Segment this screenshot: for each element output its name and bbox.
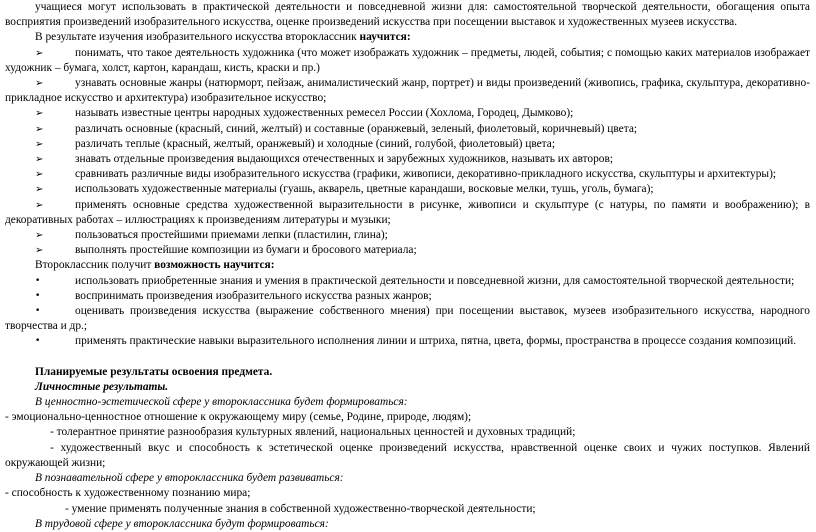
list-item-text: применять практические навыки выразительного исполнения линии и штриха, пятна, цвета, формы, пространства в процессе создания композиций. <box>75 335 797 348</box>
list-item <box>5 76 810 106</box>
learn-heading <box>5 30 810 45</box>
list-item-text: использовать приобретенные знания и умения в практической деятельности и повседневной жизни, для самостоятельной творческой деятельности; <box>75 274 795 287</box>
list-item <box>5 289 810 304</box>
bullet-icon: • <box>35 306 41 317</box>
list-item <box>5 46 810 76</box>
list-item-text: применять основные средства художественной выразительности в рисунке, живописи и скульптуре (с натуры, по памяти и воображению); в декоративных работах – иллюстрациях к произведениям литературы и музыки; <box>5 198 810 226</box>
value-item: - художественный вкус и способность к эстетической оценке произведений искусства, нравственной оценке своих и чужих поступков. Явлений окружающей жизни; <box>5 441 810 469</box>
arrow-bullet-icon: ➢ <box>35 123 44 135</box>
list-item-text: различать теплые (красный, желтый, оранжевый) и холодные (синий, голубой, фиолетовый) цвета; <box>75 137 556 150</box>
list-item <box>5 122 810 137</box>
arrow-bullet-icon: ➢ <box>35 47 44 59</box>
list-item-text: выполнять простейшие композиции из бумаги и бросового материала; <box>75 244 417 257</box>
list-item <box>5 274 810 289</box>
learn-heading-bold: научится: <box>359 31 411 44</box>
learn-list <box>5 46 810 259</box>
learn-heading-text: В результате изучения изобразительного искусства второклассник <box>35 31 360 44</box>
arrow-bullet-icon: ➢ <box>35 78 44 90</box>
list-item <box>5 304 810 334</box>
arrow-bullet-icon: ➢ <box>35 184 44 196</box>
list-item <box>5 137 810 152</box>
labor-sphere-heading: В трудовой сфере у второклассника будут формироваться: <box>35 517 329 530</box>
opportunity-heading-bold: возможность научится: <box>154 259 275 272</box>
arrow-bullet-icon: ➢ <box>35 245 44 257</box>
arrow-bullet-icon: ➢ <box>35 199 44 211</box>
value-sphere-heading: В ценностно-эстетической сфере у второклассника будет формироваться: <box>35 396 408 409</box>
bullet-icon: • <box>35 290 41 301</box>
arrow-bullet-icon: ➢ <box>35 138 44 150</box>
intro-paragraph: учащиеся могут использовать в практической деятельности и повседневной жизни для: самостоятельной творческой деятельности, обогащения опыта восприятия произведений изобразительного искусства, оценке произведений искусства при посещении выставок и художественных музеев искусства. <box>5 1 810 29</box>
list-item-text: воспринимать произведения изобразительного искусства разных жанров; <box>75 289 432 302</box>
planned-heading: Планируемые результаты освоения предмета. <box>35 365 273 378</box>
list-item-text: знавать отдельные произведения выдающихся отечественных и зарубежных художников, называть их авторов; <box>75 153 614 166</box>
list-item <box>5 243 810 258</box>
list-item-text: различать основные (красный, синий, желтый) и составные (оранжевый, зеленый, фиолетовый, коричневый) цвета; <box>75 122 638 135</box>
value-item: - толерантное принятие разнообразия культурных явлений, национальных ценностей и духовных традиций; <box>50 426 576 439</box>
list-item <box>5 106 810 121</box>
list-item-text: использовать художественные материалы (гуашь, акварель, цветные карандаши, восковые мелки, тушь, уголь, бумага); <box>75 183 654 196</box>
opportunity-heading-text: Второклассник получит <box>35 259 155 272</box>
arrow-bullet-icon: ➢ <box>35 169 44 181</box>
cognitive-item: - умение применять полученные знания в собственной художественно-творческой деятельности; <box>65 502 536 515</box>
opportunity-list <box>5 274 810 350</box>
list-item <box>5 167 810 182</box>
list-item <box>5 334 810 349</box>
list-item-text: называть известные центры народных художественных ремесел России (Хохлома, Городец, Дымково); <box>75 107 574 120</box>
arrow-bullet-icon: ➢ <box>35 154 44 166</box>
list-item <box>5 152 810 167</box>
list-item-text: понимать, что такое деятельность художника (что может изображать художник – предметы, людей, события; с помощью каких материалов изображает художник – бумага, холст, картон, карандаш, кисть, краски и пр.) <box>5 46 810 74</box>
personal-results-heading: Личностные результаты. <box>35 380 169 393</box>
list-item <box>5 228 810 243</box>
cognitive-item: - способность к художественному познанию мира; <box>5 487 251 500</box>
cognitive-sphere-heading: В познавательной сфере у второклассника будет развиваться: <box>35 472 344 485</box>
spacer <box>5 350 810 365</box>
list-item-text: узнавать основные жанры (натюрморт, пейзаж, анималистический жанр, портрет) и виды произведений (живопись, графика, скульптура, декоративно-прикладное искусство и архитектура) изобразительное искусство; <box>5 77 810 105</box>
list-item <box>5 182 810 197</box>
value-item: - эмоционально-ценностное отношение к окружающему миру (семье, Родине, природе, людям); <box>5 411 472 424</box>
list-item-text: пользоваться простейшими приемами лепки (пластилин, глина); <box>75 229 388 242</box>
bullet-icon: • <box>35 275 41 286</box>
list-item <box>5 198 810 228</box>
arrow-bullet-icon: ➢ <box>35 108 44 120</box>
opportunity-heading <box>5 258 810 273</box>
list-item-text: сравнивать различные виды изобразительного искусства (графики, живописи, декоративно-прикладного искусства, скульптуры и архитектуры); <box>75 168 777 181</box>
bullet-icon: • <box>35 336 41 347</box>
list-item-text: оценивать произведения искусства (выражение собственного мнения) при посещении выставок, музеев изобразительного искусства, народного творчества и др.; <box>5 305 810 333</box>
arrow-bullet-icon: ➢ <box>35 230 44 242</box>
